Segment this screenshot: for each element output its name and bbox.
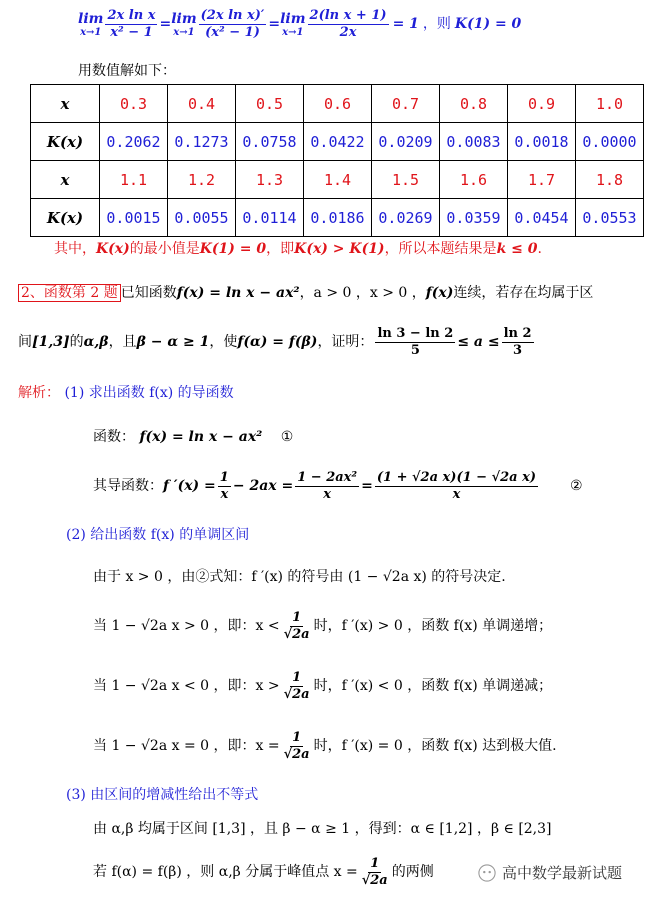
s2-num: (2) xyxy=(66,527,86,543)
case3-frac-num: 1 xyxy=(292,729,302,745)
table-row xyxy=(31,161,644,199)
solution-label: 解析： xyxy=(18,385,60,401)
case3-frac-den: √2a xyxy=(283,746,310,762)
lim-2: lim xyxy=(171,11,197,27)
problem-text1: 已知函数 xyxy=(120,285,177,301)
numeric-intro: 用数值解如下： xyxy=(78,63,176,79)
deriv-label: 其导函数： xyxy=(93,478,163,494)
case-1 xyxy=(93,606,552,646)
table-cell: 0.0114 xyxy=(236,199,304,237)
wechat-icon xyxy=(478,864,496,882)
table-cell: 0.9 xyxy=(508,85,576,123)
case2-frac-den: √2a xyxy=(283,686,310,702)
s1-num: (1) xyxy=(64,385,85,401)
table-cell: 0.2062 xyxy=(100,123,168,161)
table-cell: 0.0359 xyxy=(440,199,508,237)
case-3 xyxy=(93,726,557,766)
case1-b: 时，f ′(x) > 0 ，函数 f(x) 单调递增； xyxy=(313,618,553,634)
ineq-line-1: 由 α,β 均属于区间 [1,3] ，且 β − α ≥ 1 ，得到：α ∈ [1,2] ，β ∈ [2,3] xyxy=(93,821,552,837)
problem-text3: 连续，若存在均属于区 xyxy=(453,285,594,301)
r-den: 3 xyxy=(513,342,523,358)
ineq2-frac-den: √2a xyxy=(361,872,388,888)
table-cell: 0.0758 xyxy=(236,123,304,161)
r-num: ln 2 xyxy=(503,325,532,341)
summary-f: K(x) > K(1) xyxy=(294,241,385,257)
case3-a: 当 1 − √2a x = 0 ，即：x = xyxy=(93,738,280,754)
table-cell: 0.0015 xyxy=(100,199,168,237)
case1-frac-den: √2a xyxy=(283,626,310,642)
ineq2-a: 若 f(α) = f(β) ，则 α,β 分属于峰值点 x = xyxy=(93,864,358,880)
problem-eq: f(α) = f(β) xyxy=(237,334,318,350)
f2-den: (x² − 1) xyxy=(205,24,260,40)
case1-frac-num: 1 xyxy=(292,609,302,625)
mono-line: 由于 x > 0 ，由②式知：f ′(x) 的符号由 (1 − √2a x) 的符号决定. xyxy=(93,569,506,585)
problem-text8: ，证明： xyxy=(317,334,374,350)
d-den1: x xyxy=(220,486,229,502)
watermark xyxy=(478,862,622,883)
table-cell: 0.0553 xyxy=(576,199,644,237)
problem-label: 2、函数第 2 题 xyxy=(18,284,121,302)
table-cell: 0.5 xyxy=(236,85,304,123)
row-label-x: x xyxy=(31,85,100,123)
problem-line-1 xyxy=(18,284,593,302)
s3-num: (3) xyxy=(66,787,86,803)
table-cell: 0.0055 xyxy=(168,199,236,237)
table-cell: 1.6 xyxy=(440,161,508,199)
table-cell: 0.6 xyxy=(304,85,372,123)
table-cell: 1.5 xyxy=(372,161,440,199)
ln-num: ln 3 − ln 2 xyxy=(377,325,454,341)
ineq2-frac-num: 1 xyxy=(370,855,380,871)
summary-c: 的最小值是 xyxy=(129,241,200,257)
lim-sub-2: x→1 xyxy=(173,27,195,38)
func-expr: f(x) = ln x − ax² xyxy=(139,429,263,445)
problem-line-2 xyxy=(18,322,536,362)
f1-den: x² − 1 xyxy=(110,24,153,40)
d-mid: − 2ax = xyxy=(232,478,294,494)
d-num1: 1 xyxy=(219,469,229,485)
problem-text5: 的 xyxy=(69,334,84,350)
table-cell: 1.3 xyxy=(236,161,304,199)
ineq2-b: 的两侧 xyxy=(391,864,434,880)
s3-heading xyxy=(66,786,258,804)
problem-text4: 间 xyxy=(18,334,32,350)
table-row xyxy=(31,199,644,237)
case1-a: 当 1 − √2a x > 0 ，即：x < xyxy=(93,618,280,634)
f3-den: 2x xyxy=(339,24,357,40)
table-cell: 1.8 xyxy=(576,161,644,199)
d-num2: 1 − 2ax² xyxy=(297,469,358,485)
table-cell: 0.0000 xyxy=(576,123,644,161)
deriv-line xyxy=(93,466,583,506)
table-cell: 0.0186 xyxy=(304,199,372,237)
case-2 xyxy=(93,666,552,706)
table-row xyxy=(31,123,644,161)
table-cell: 0.0454 xyxy=(508,199,576,237)
table-cell: 1.4 xyxy=(304,161,372,199)
s3-title: 由区间的增减性给出不等式 xyxy=(90,787,259,803)
s1-title: 求出函数 f(x) 的导函数 xyxy=(88,385,234,401)
case2-a: 当 1 − √2a x < 0 ，即：x > xyxy=(93,678,280,694)
s2-heading xyxy=(66,526,249,544)
table-cell: 0.8 xyxy=(440,85,508,123)
f3-num: 2(ln x + 1) xyxy=(309,7,387,23)
lim-sub-3: x→1 xyxy=(282,27,304,38)
solution-heading xyxy=(18,384,234,402)
table-cell: 0.4 xyxy=(168,85,236,123)
table-cell: 0.1273 xyxy=(168,123,236,161)
problem-fx2: f(x) xyxy=(425,285,454,301)
case2-b: 时，f ′(x) < 0 ，函数 f(x) 单调递减； xyxy=(313,678,553,694)
d-eq: = xyxy=(361,478,373,494)
lim-3: lim xyxy=(280,11,306,27)
case3-b: 时，f ′(x) = 0 ，函数 f(x) 达到极大值. xyxy=(313,738,557,754)
deriv-lhs: f ′(x) = xyxy=(163,478,216,494)
table-cell: 0.0209 xyxy=(372,123,440,161)
limit-line: lim x→1 $\frac{\text{2x ln x}}{\text{x² − 1}}$ = lim x→1 $\frac{\text{(2x ln x)′}}{\text{(x² − 1)}}$ = lim x→1 $\frac{\text{2(ln x + 1)}}{2x}$ = 1 ，则 K(1) = 0 xyxy=(78,7,522,40)
summary-a: 其中， xyxy=(54,241,96,257)
problem-fx: f(x) = ln x − ax² xyxy=(176,285,300,301)
limit-then: ，则 xyxy=(422,16,451,32)
summary-e: ，即 xyxy=(266,241,295,257)
circle-2: ② xyxy=(570,478,583,494)
table-cell: 0.3 xyxy=(100,85,168,123)
values-table xyxy=(30,84,644,237)
func-label: 函数： xyxy=(93,429,135,445)
ineq-line-2 xyxy=(93,852,434,892)
limit-conclusion: K(1) = 0 xyxy=(454,16,522,32)
watermark-text: 高中数学最新试题 xyxy=(502,864,623,882)
problem-leq: ≤ a ≤ xyxy=(457,334,500,350)
func-line xyxy=(93,428,293,446)
table-cell: 0.0422 xyxy=(304,123,372,161)
row-label-x: x xyxy=(31,161,100,199)
summary-i: . xyxy=(537,241,542,257)
table-cell: 1.2 xyxy=(168,161,236,199)
table-cell: 0.7 xyxy=(372,85,440,123)
case2-frac-num: 1 xyxy=(292,669,302,685)
f1-num: 2x ln x xyxy=(107,7,156,23)
table-cell: 0.0269 xyxy=(372,199,440,237)
table-cell: 1.7 xyxy=(508,161,576,199)
summary-h: k ≤ 0 xyxy=(496,241,538,257)
problem-ab: α,β xyxy=(83,334,109,350)
summary-line xyxy=(54,240,542,258)
table-cell: 0.0018 xyxy=(508,123,576,161)
d-num3: (1 + √2a x)(1 − √2a x) xyxy=(376,469,537,485)
summary-d: K(1) = 0 xyxy=(199,241,267,257)
row-label-k: K(x) xyxy=(31,199,100,237)
problem-text6: ，且 xyxy=(108,334,137,350)
limit-result: = 1 xyxy=(392,16,419,32)
table-cell: 1.1 xyxy=(100,161,168,199)
f2-num: (2x ln x)′ xyxy=(200,7,265,23)
lim-sub-1: x→1 xyxy=(80,27,102,38)
lim-1: lim xyxy=(78,11,104,27)
problem-text2: ，a > 0 ，x > 0 ， xyxy=(299,285,426,301)
problem-cond: β − α ≥ 1 xyxy=(136,334,210,350)
problem-interval: [1,3] xyxy=(32,334,70,350)
table-row xyxy=(31,85,644,123)
problem-text7: ，使 xyxy=(209,334,238,350)
summary-g: ，所以本题结果是 xyxy=(384,241,497,257)
ln-den: 5 xyxy=(410,342,420,358)
row-label-k: K(x) xyxy=(31,123,100,161)
table-cell: 1.0 xyxy=(576,85,644,123)
d-den3: x xyxy=(452,486,461,502)
s2-title: 给出函数 f(x) 的单调区间 xyxy=(90,527,250,543)
d-den2: x xyxy=(323,486,332,502)
summary-b: K(x) xyxy=(96,241,130,257)
circle-1: ① xyxy=(280,429,294,445)
table-cell: 0.0083 xyxy=(440,123,508,161)
